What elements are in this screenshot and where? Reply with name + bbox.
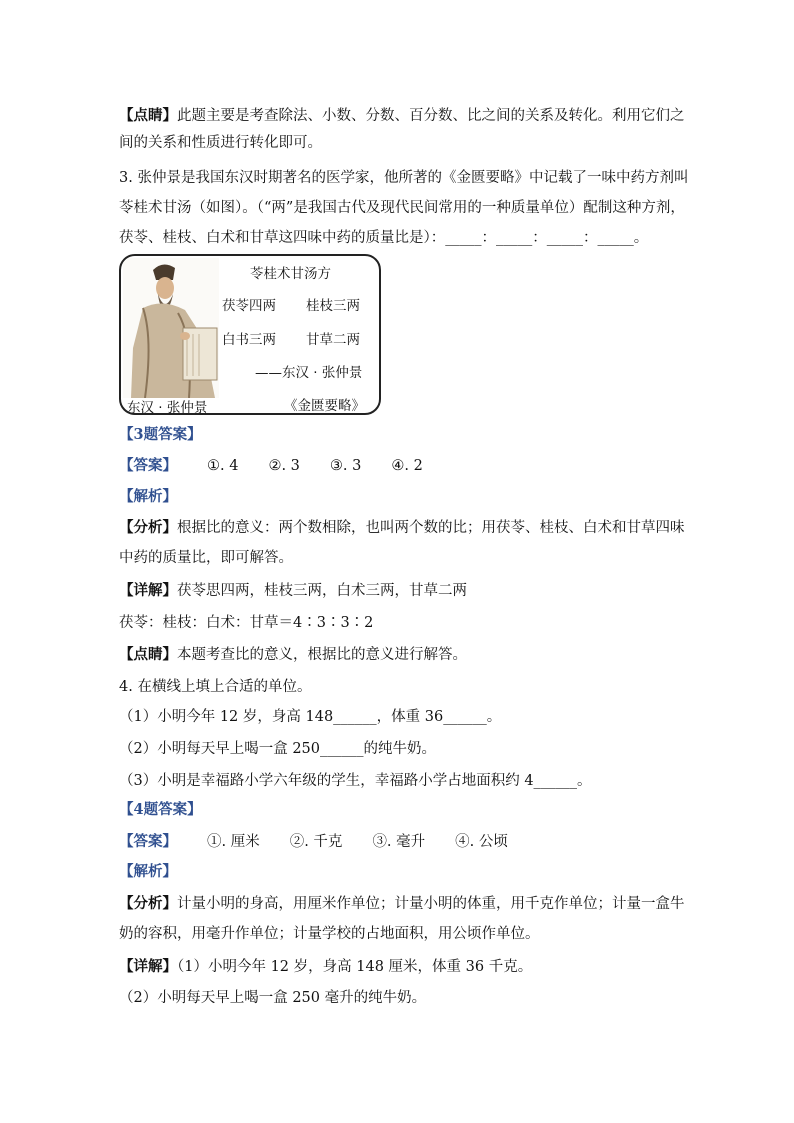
q2-comment-text1: 此题主要是考查除法、小数、分数、百分数、比之间的关系及转化。利用它们之 [177, 108, 685, 124]
q3-comment-line [119, 645, 679, 665]
recipe-item-baizhu: 白书三两 [222, 332, 276, 348]
q4-detail-text2: （2）小明每天早上喝一盒 250 毫升的纯牛奶。 [119, 990, 427, 1006]
q3-comment-label: 【点睛】 [119, 646, 177, 663]
q4-answer-4: ④. 公顷 [455, 834, 508, 850]
q4-sub1: （1）小明今年 12 岁，身高 148______，体重 36______。 [119, 709, 502, 725]
q4-sub3: （3）小明是幸福路小学六年级的学生，幸福路小学占地面积约 4______。 [119, 773, 592, 789]
q4-answer-1: ①. 厘米 [207, 834, 260, 850]
q3-answer-header: 【3题答案】 [119, 426, 202, 443]
q4-stem: 4. 在横线上填上合适的单位。 [119, 679, 312, 695]
q4-fenxi-label: 【分析】 [119, 895, 177, 912]
q2-comment-text2: 间的关系和性质进行转化即可。 [119, 135, 322, 151]
q4-answer-3: ③. 毫升 [372, 834, 426, 850]
figure-caption-left: 东汉 · 张仲景 [127, 400, 208, 415]
q3-fenxi-label: 【分析】 [119, 519, 177, 536]
q3-detail-line1 [119, 581, 679, 601]
q3-answer-1: ①. 4 [207, 458, 239, 474]
q2-comment-line1 [119, 106, 685, 126]
q4-answer-label: 【答案】 [119, 833, 177, 850]
q4-detail-label: 【详解】 [119, 958, 177, 975]
zhang-zhongjing-portrait-icon [123, 258, 219, 398]
q3-fenxi-line1 [119, 518, 685, 538]
q4-fenxi-text1: 计量小明的身高，用厘米作单位；计量小明的体重，用千克作单位；计量一盒牛 [177, 896, 685, 912]
q3-answer-4: ④. 2 [391, 458, 423, 474]
figure-caption-right: 《金匮要略》 [284, 398, 365, 414]
q3-stem-line1: 3. 张仲景是我国东汉时期著名的医学家，他所著的《金匮要略》中记载了一味中药方剂叫 [119, 170, 689, 186]
q3-stem-line2: 苓桂术甘汤（如图）。（“两”是我国古代及现代民间常用的一种质量单位）配制这种方剂， [119, 200, 685, 216]
q3-detail-label: 【详解】 [119, 582, 177, 599]
q4-answer-2: ②. 千克 [289, 834, 343, 850]
recipe-item-fuling: 茯苓四两 [222, 298, 276, 314]
herbal-recipe-figure [119, 254, 381, 415]
q2-comment-label: 【点睛】 [119, 107, 177, 124]
q3-answer-3: ③. 3 [329, 458, 362, 474]
q3-answer-label: 【答案】 [119, 457, 177, 474]
q3-stem-line3: 茯苓、桂枝、白术和甘草这四味中药的质量比是）：_____：_____：_____：_____。 [119, 230, 649, 246]
q3-analysis-header: 【解析】 [119, 488, 177, 505]
q3-answer-line [119, 456, 679, 476]
q3-comment-text: 本题考查比的意义，根据比的意义进行解答。 [177, 647, 467, 663]
q4-detail-line1 [119, 957, 679, 977]
q4-fenxi-text2: 奶的容积，用毫升作单位；计量学校的占地面积，用公顷作单位。 [119, 926, 540, 942]
q4-detail-text1: （1）小明今年 12 岁，身高 148 厘米，体重 36 千克。 [177, 959, 533, 975]
recipe-title: 苓桂术甘汤方 [250, 266, 331, 282]
recipe-author: ——东汉 · 张仲景 [255, 365, 363, 381]
q3-answer-2: ②. 3 [268, 458, 300, 474]
q3-fenxi-text1: 根据比的意义：两个数相除，也叫两个数的比；用茯苓、桂枝、白术和甘草四味 [177, 520, 685, 536]
q4-analysis-header: 【解析】 [119, 863, 177, 880]
q4-answer-line [119, 832, 679, 852]
q4-answer-header: 【4题答案】 [119, 801, 202, 818]
q3-fenxi-text2: 中药的质量比，即可解答。 [119, 550, 293, 566]
q4-fenxi-line1 [119, 894, 685, 914]
q3-detail-text1: 茯苓思四两，桂枝三两，白术三两，甘草二两 [177, 583, 467, 599]
recipe-item-guizhi: 桂枝三两 [306, 298, 360, 314]
recipe-item-gancao: 甘草二两 [306, 332, 360, 348]
q4-sub2: （2）小明每天早上喝一盒 250______的纯牛奶。 [119, 741, 437, 757]
q3-detail-text2: 茯苓：桂枝：白术：甘草＝4∶3∶3∶2 [119, 615, 374, 631]
